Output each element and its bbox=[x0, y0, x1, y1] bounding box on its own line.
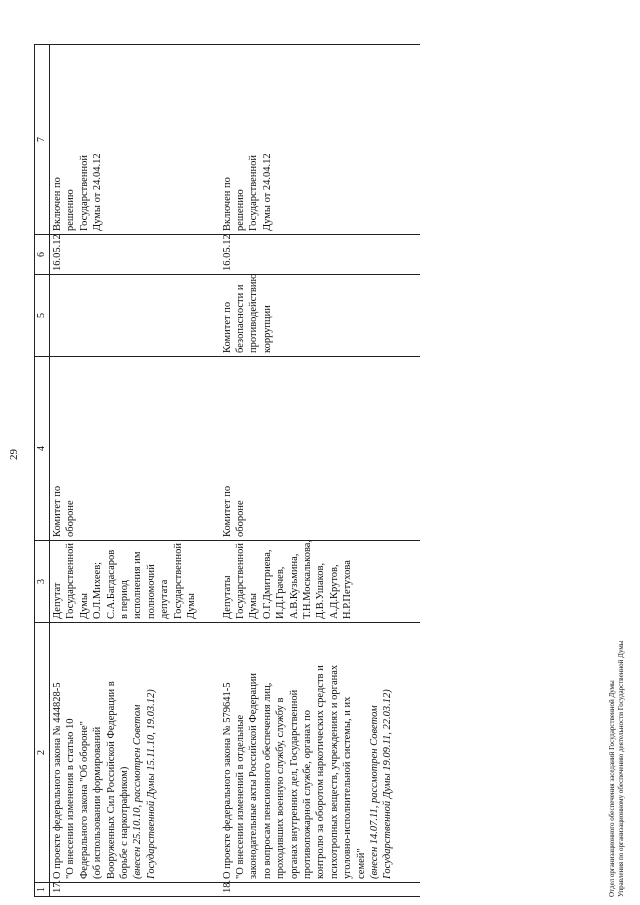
status-line: решению bbox=[65, 189, 77, 231]
bill-line: О проекте федерального закона № 579641-5 bbox=[221, 682, 233, 879]
initiators bbox=[50, 541, 220, 623]
column-header: 6 bbox=[35, 235, 50, 275]
column-header: 7 bbox=[35, 45, 50, 235]
initiator-line: депутата bbox=[159, 579, 171, 619]
column-header: 1 bbox=[35, 883, 50, 897]
responsible-committee bbox=[220, 357, 420, 541]
column-header: 3 bbox=[35, 541, 50, 623]
bill-line: (об использовании формирований bbox=[92, 726, 104, 879]
bill-title bbox=[220, 623, 420, 883]
status-line: Государственной bbox=[78, 155, 90, 231]
date: 16.05.12 bbox=[50, 235, 220, 275]
initiator-line: в период bbox=[119, 579, 131, 619]
bill-note-line: (внесен 25.10.10, рассмотрен Советом bbox=[132, 704, 144, 879]
bill-line: проходивших военную службу, службу в bbox=[275, 697, 287, 879]
initiator-line: Государственной bbox=[172, 543, 184, 619]
co-committee bbox=[220, 275, 420, 357]
initiator-line: Т.Н.Москалькова, bbox=[301, 539, 313, 619]
bill-line: "О внесении изменений в отдельные bbox=[234, 714, 246, 879]
status-line: Государственной bbox=[248, 155, 260, 231]
status-line: Думы от 24.04.12 bbox=[261, 153, 273, 231]
row-number: 17. bbox=[50, 883, 220, 897]
column-header: 4 bbox=[35, 357, 50, 541]
column-header: 2 bbox=[35, 623, 50, 883]
co-committee bbox=[50, 275, 220, 357]
column-header: 5 bbox=[35, 275, 50, 357]
initiator-line: исполнения им bbox=[132, 551, 144, 619]
bill-line: Вооруженных Сил Российской Федерации в bbox=[105, 681, 117, 879]
initiator-line: О.Г.Дмитриева, bbox=[261, 549, 273, 619]
footer-line: Управления по организационному обеспечению деятельности Государственной Думы bbox=[617, 640, 625, 897]
footer-line: Отдел организационного обеспечения заседаний Государственной Думы bbox=[608, 680, 616, 897]
initiator-line: Думы bbox=[186, 593, 198, 619]
committee-line: обороне bbox=[234, 500, 246, 537]
bill-line: контролю за оборотом наркотических средств и bbox=[315, 665, 327, 879]
initiator-line: О.Л.Михеев; bbox=[92, 561, 104, 619]
status bbox=[50, 45, 220, 235]
bill-line: семей" bbox=[355, 848, 367, 879]
committee-line: обороне bbox=[65, 500, 77, 537]
table-row bbox=[220, 45, 420, 897]
initiator-line: Думы bbox=[248, 593, 260, 619]
bill-line: законодательные акты Российской Федерации bbox=[248, 672, 260, 879]
initiator-line: А.Д.Крутов, bbox=[328, 564, 340, 619]
co-committee-line: безопасности и bbox=[234, 284, 246, 353]
status-line: решению bbox=[234, 189, 246, 231]
bill-note-line: (внесен 14.07.11, рассмотрен Советом bbox=[368, 705, 380, 879]
column-number-row bbox=[35, 45, 50, 897]
committee-line: Комитет по bbox=[52, 485, 63, 537]
bill-note-line: Государственной Думы 19.09.11, 22.03.12) bbox=[382, 689, 394, 879]
status-line: Включен по bbox=[221, 177, 233, 231]
committee-line: Комитет по bbox=[221, 485, 233, 537]
table-row bbox=[50, 45, 220, 897]
initiators bbox=[220, 541, 420, 623]
status bbox=[220, 45, 420, 235]
initiator-line: Н.Р.Петухова bbox=[342, 560, 354, 619]
status-line: Включен по bbox=[52, 177, 63, 231]
bill-line: борьбе с наркотрафиком) bbox=[119, 766, 131, 879]
bill-line: по вопросам пенсионного обеспечения лиц, bbox=[261, 682, 273, 879]
bill-line: противопожарной службе, органах по bbox=[301, 710, 313, 879]
bill-line: органах внутренних дел, Государственной bbox=[288, 689, 300, 879]
initiator-line: Депутаты bbox=[221, 575, 233, 619]
bill-line: Федерального закона "Об обороне" bbox=[78, 721, 90, 879]
initiator-line: И.Д.Грачев, bbox=[275, 566, 287, 619]
bill-line: О проекте федерального закона № 444828-5 bbox=[52, 682, 63, 879]
page-number: 29 bbox=[8, 449, 20, 460]
responsible-committee bbox=[50, 357, 220, 541]
co-committee-line: противодействию bbox=[248, 273, 260, 353]
initiator-line: полномочий bbox=[145, 564, 157, 619]
initiator-line: Думы bbox=[78, 593, 90, 619]
initiator-line: Государственной bbox=[234, 543, 246, 619]
initiator-line: С.А.Багдасаров bbox=[105, 549, 117, 619]
initiator-line: Д.В.Ушаков, bbox=[315, 562, 327, 619]
bills-table bbox=[34, 44, 420, 897]
initiator-line: Депутат bbox=[52, 582, 63, 619]
co-committee-line: коррупции bbox=[261, 305, 273, 353]
bill-line: "О внесении изменения в статью 10 bbox=[65, 718, 77, 879]
status-line: Думы от 24.04.12 bbox=[92, 153, 104, 231]
footer bbox=[608, 641, 626, 897]
initiator-line: А.В.Кузьмина, bbox=[288, 553, 300, 619]
bill-line: уголовно-исполнительной системы, и их bbox=[342, 696, 354, 879]
bill-line: психотропных веществ, учреждениях и органах bbox=[328, 664, 340, 879]
date: 16.05.12 bbox=[220, 235, 420, 275]
initiator-line: Государственной bbox=[65, 543, 77, 619]
bill-note-line: Государственной Думы 15.11.10, 19.03.12) bbox=[145, 689, 157, 879]
bill-title bbox=[50, 623, 220, 883]
co-committee-line: Комитет по bbox=[221, 301, 233, 353]
row-number: 18. bbox=[220, 883, 420, 897]
